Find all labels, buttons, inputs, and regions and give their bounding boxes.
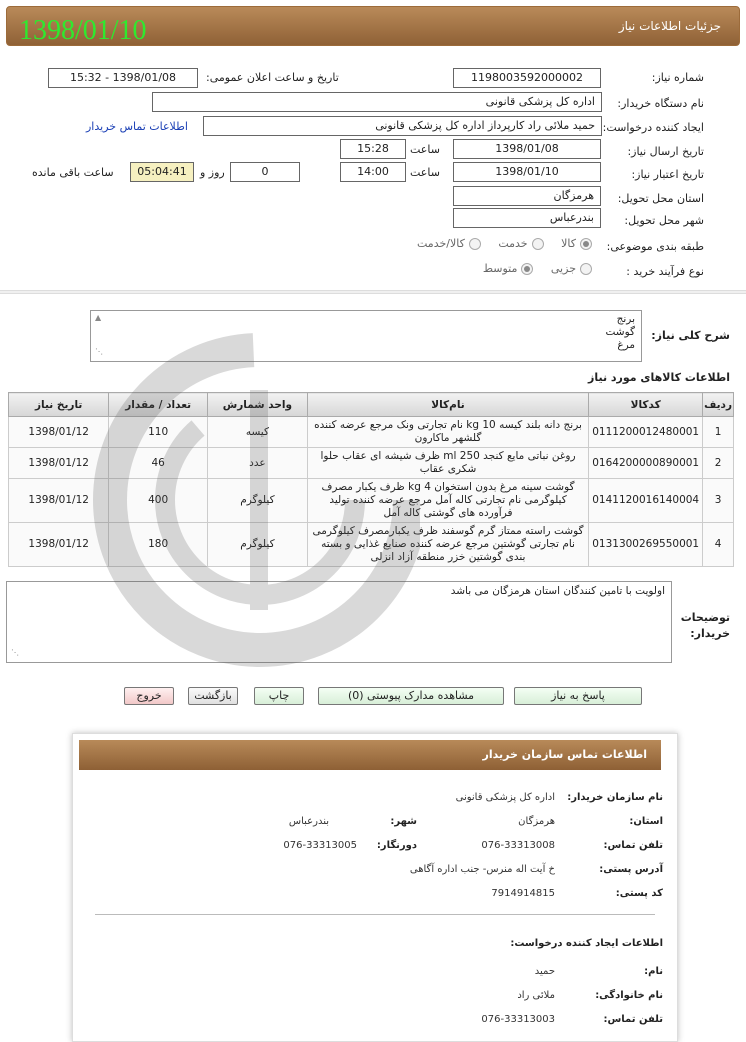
org-label: نام سازمان خریدار: xyxy=(567,792,663,803)
page-title: جزئیات اطلاعات نیاز xyxy=(618,19,721,33)
city-contact-label: شهر: xyxy=(390,816,417,827)
table-row[interactable] xyxy=(9,448,734,479)
goods-name: گوشت راسته ممتاز گرم گوسفند ظرف یکبارمصرف کیلوگرمی نام تجارتی گوشتین مرجع عرضه کننده صنایع غذایی و بسته بندی گوشتین خزر منطقه آزاد انزلی xyxy=(307,523,588,567)
category-label: طبقه بندی موضوعی: xyxy=(606,240,704,253)
row-number: 4 xyxy=(703,523,734,567)
attachments-button[interactable]: مشاهده مدارک پیوستی (0) xyxy=(318,687,504,705)
goods-date: 1398/01/12 xyxy=(9,479,109,523)
table-row[interactable] xyxy=(9,479,734,523)
announce-field[interactable]: 1398/01/08 - 15:32 xyxy=(48,68,198,88)
process-radio-group xyxy=(458,262,592,280)
goods-header-row xyxy=(9,393,734,417)
row-number: 3 xyxy=(703,479,734,523)
creator-field[interactable]: حمید ملائی راد کارپرداز اداره کل پزشکی قانونی xyxy=(203,116,602,136)
name-value: حمید xyxy=(534,966,555,977)
creator-label: ایجاد کننده درخواست: xyxy=(602,121,704,134)
goods-qty: 110 xyxy=(109,417,208,448)
row-number: 2 xyxy=(703,448,734,479)
send-time-label: ساعت xyxy=(410,143,440,156)
province-field[interactable]: هرمزگان xyxy=(453,186,601,206)
print-button[interactable]: چاپ xyxy=(254,687,304,705)
goods-date: 1398/01/12 xyxy=(9,523,109,567)
city-contact-value: بندرعباس xyxy=(288,816,329,827)
need-number-label: شماره نیاز: xyxy=(651,71,704,84)
days-label: روز و xyxy=(200,166,225,179)
goods-code: 0131300269550001 xyxy=(589,523,703,567)
category-radio-service[interactable] xyxy=(532,238,544,250)
goods-code: 0164200000890001 xyxy=(589,448,703,479)
description-line-2: گوشت xyxy=(605,326,635,338)
goods-unit: عدد xyxy=(207,448,307,479)
name-label: نام: xyxy=(644,966,663,977)
org-value: اداره کل پزشکی قانونی xyxy=(455,792,555,803)
fax-label: دورنگار: xyxy=(376,840,417,851)
process-small-label: جزیی xyxy=(550,262,576,275)
phone-value: 076-33313008 xyxy=(481,840,555,851)
valid-date-field[interactable]: 1398/01/10 xyxy=(453,162,601,182)
col-name: نام‌کالا xyxy=(307,393,588,417)
description-line-1: برنج xyxy=(616,313,635,325)
contact-card xyxy=(72,733,678,1042)
description-line-3: مرغ xyxy=(617,339,635,351)
postal-label: کد پستی: xyxy=(615,888,663,899)
fax-value: 076-33313005 xyxy=(283,840,357,851)
header-bar xyxy=(0,0,746,52)
process-radio-small[interactable] xyxy=(580,263,592,275)
goods-table xyxy=(8,392,734,567)
family-value: ملائی راد xyxy=(517,990,555,1001)
col-row: ردیف xyxy=(703,393,734,417)
category-radio-group xyxy=(378,237,592,255)
separator xyxy=(0,290,746,294)
goods-name: گوشت سینه مرغ بدون استخوان 4 kg ظرف یکبار مصرف کیلوگرمی نام تجارتی کاله آمل مرجع عرضه کننده تولید فرآورده های گوشتی کاله آمل xyxy=(307,479,588,523)
postal-value: 7914914815 xyxy=(491,888,555,899)
header-panel xyxy=(6,6,740,46)
description-label: شرح کلی نیاز: xyxy=(651,329,730,342)
goods-qty: 180 xyxy=(109,523,208,567)
buyer-notes-label: توضیحات خریدار: xyxy=(680,611,730,640)
valid-time-field[interactable]: 14:00 xyxy=(340,162,406,182)
resize-grip-icon[interactable]: ⋰ xyxy=(95,347,103,356)
goods-qty: 46 xyxy=(109,448,208,479)
buyer-notes-text: اولویت با تامین کنندگان استان هرمزگان می باشد xyxy=(450,585,665,597)
contact-card-title: اطلاعات تماس سازمان خریدار xyxy=(482,748,647,761)
goods-qty: 400 xyxy=(109,479,208,523)
city-label: شهر محل تحویل: xyxy=(624,214,704,227)
category-both-label: کالا/خدمت xyxy=(417,237,465,250)
goods-unit: کیسه xyxy=(207,417,307,448)
phone-label: تلفن تماس: xyxy=(603,840,663,851)
col-qty: تعداد / مقدار xyxy=(109,393,208,417)
buyer-notes-textarea[interactable] xyxy=(6,581,672,663)
family-label: نام خانوادگی: xyxy=(595,990,663,1001)
goods-unit: کیلوگرم xyxy=(207,479,307,523)
valid-time-label: ساعت xyxy=(410,166,440,179)
table-row[interactable] xyxy=(9,417,734,448)
goods-section-title: اطلاعات کالاهای مورد نیاز xyxy=(588,371,730,384)
exit-button[interactable]: خروج xyxy=(124,687,174,705)
back-button[interactable]: بازگشت xyxy=(188,687,238,705)
remaining-days-field[interactable]: 0 xyxy=(230,162,300,182)
contact-divider xyxy=(95,914,655,915)
big-date: 1398/01/10 xyxy=(19,15,147,46)
valid-date-label: تاریخ اعتبار نیاز: xyxy=(631,168,704,181)
creator-phone-label: تلفن تماس: xyxy=(603,1014,663,1025)
address-label: آدرس پستی: xyxy=(599,864,663,875)
reply-button[interactable]: پاسخ به نیاز xyxy=(514,687,642,705)
province-contact-label: استان: xyxy=(629,816,663,827)
send-time-field[interactable]: 15:28 xyxy=(340,139,406,159)
announce-label: تاریخ و ساعت اعلان عمومی: xyxy=(206,71,339,84)
process-label: نوع فرآیند خرید : xyxy=(626,265,704,278)
need-number-field[interactable]: 1198003592000002 xyxy=(453,68,601,88)
send-date-label: تاریخ ارسال نیاز: xyxy=(627,145,704,158)
goods-date: 1398/01/12 xyxy=(9,417,109,448)
description-textarea[interactable] xyxy=(90,310,642,362)
buyer-org-label: نام دستگاه خریدار: xyxy=(617,97,704,110)
buyer-org-field[interactable]: اداره کل پزشکی قانونی xyxy=(152,92,602,112)
contact-card-header xyxy=(79,740,661,770)
send-date-field[interactable]: 1398/01/08 xyxy=(453,139,601,159)
remaining-label: ساعت باقی مانده xyxy=(32,166,114,179)
goods-unit: کیلوگرم xyxy=(207,523,307,567)
address-value: خ آیت اله منرس- جنب اداره آگاهی xyxy=(409,864,555,875)
goods-name: برنج دانه بلند کیسه 10 kg نام تجارتی ونک مرجع عرضه کننده گلشهر ماکارون xyxy=(307,417,588,448)
province-contact-value: هرمزگان xyxy=(518,816,555,827)
process-radio-medium[interactable] xyxy=(521,263,533,275)
resize-grip-icon[interactable]: ⋰ xyxy=(11,648,19,657)
creator-phone-value: 076-33313003 xyxy=(481,1014,555,1025)
city-field[interactable]: بندرعباس xyxy=(453,208,601,228)
col-unit: واحد شمارش xyxy=(207,393,307,417)
category-service-label: خدمت xyxy=(498,237,528,250)
goods-name: روغن نباتی مایع کنجد 250 ml ظرف شیشه ای عقاب حلوا شکری عقاب xyxy=(307,448,588,479)
category-radio-both[interactable] xyxy=(469,238,481,250)
goods-date: 1398/01/12 xyxy=(9,448,109,479)
creator-info-title: اطلاعات ایجاد کننده درخواست: xyxy=(510,938,663,949)
table-row[interactable] xyxy=(9,523,734,567)
col-date: تاریخ نیاز xyxy=(9,393,109,417)
buyer-contact-link[interactable]: اطلاعات تماس خریدار xyxy=(86,120,188,133)
remaining-time-field: 05:04:41 xyxy=(130,162,194,182)
category-radio-goods[interactable] xyxy=(580,238,592,250)
goods-table-wrapper xyxy=(8,392,734,567)
category-goods-label: کالا xyxy=(561,237,576,250)
col-code: کدکالا xyxy=(589,393,703,417)
goods-code: 0111200012480001 xyxy=(589,417,703,448)
scroll-up-icon[interactable]: ▲ xyxy=(95,313,102,322)
province-label: استان محل تحویل: xyxy=(617,192,704,205)
row-number: 1 xyxy=(703,417,734,448)
goods-code: 0141120016140004 xyxy=(589,479,703,523)
process-medium-label: متوسط xyxy=(482,262,518,275)
